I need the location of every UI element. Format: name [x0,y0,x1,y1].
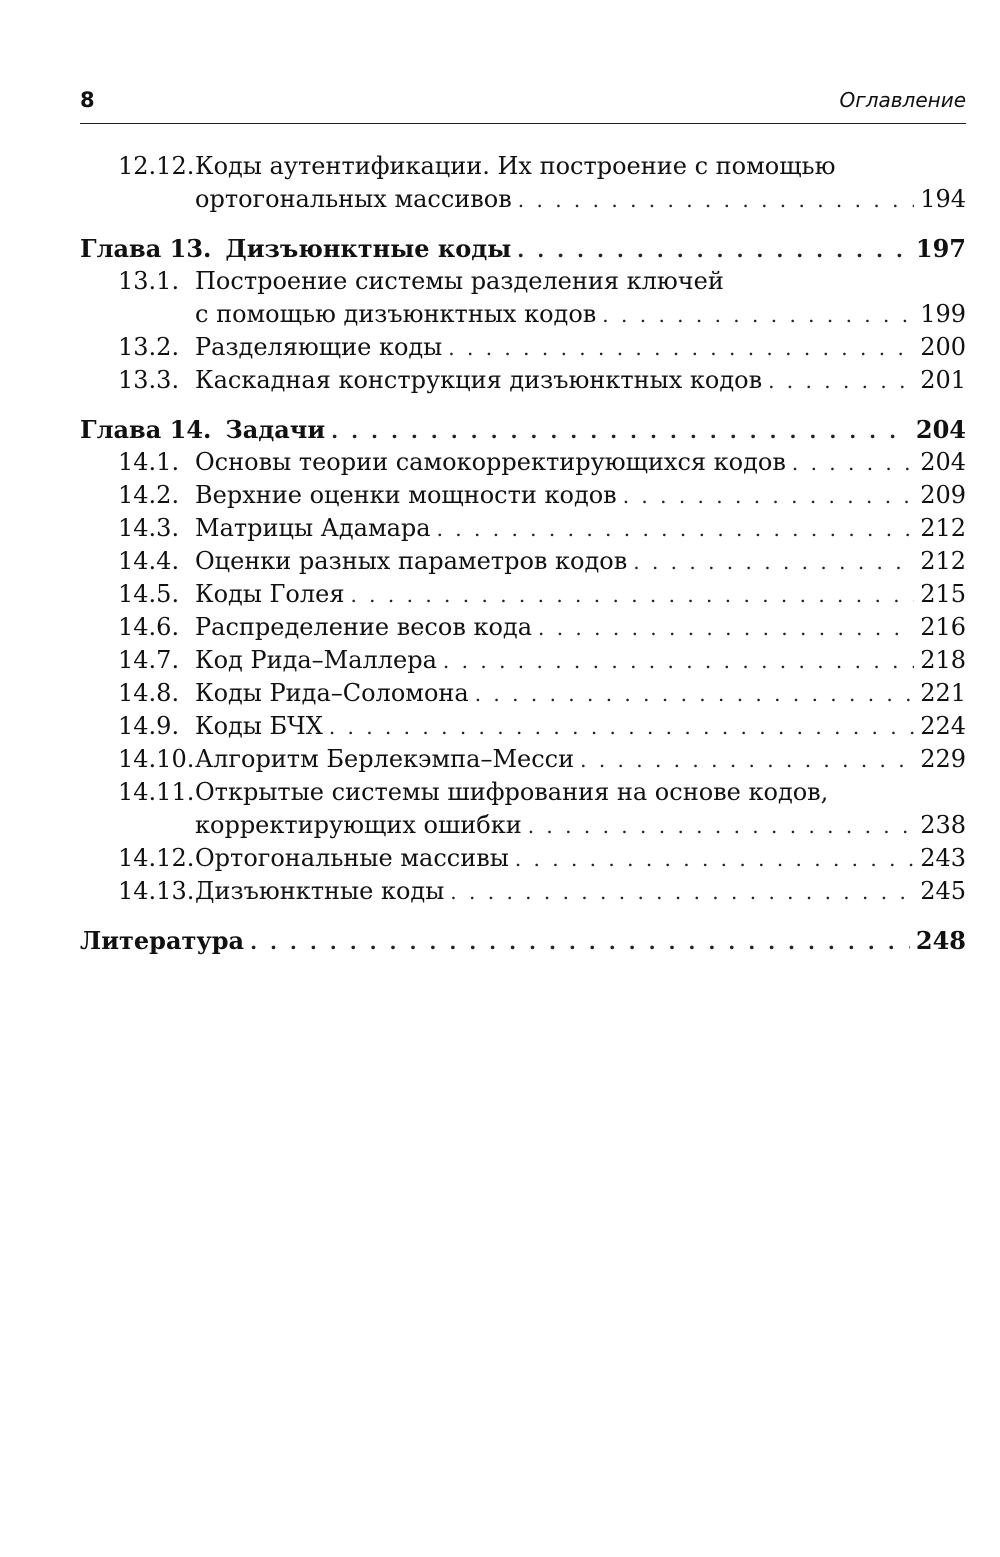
dot-leader [792,447,914,480]
dot-leader [350,579,914,612]
entry-title: Дизъюнктные коды [195,877,445,905]
chapter-number: Глава 14. [80,415,212,444]
toc-entry-14-10[interactable] [80,743,966,776]
literature-page: 248 [915,926,966,955]
dot-leader [518,184,914,217]
entry-page: 199 [920,300,966,328]
dot-leader [450,876,914,909]
chapter-title: Задачи [225,415,326,444]
toc-entry-14-8[interactable] [80,677,966,710]
header-rule [80,123,966,124]
toc-entry-14-4[interactable] [80,545,966,578]
dot-leader [331,415,910,448]
entry-page: 200 [920,333,966,361]
dot-leader [517,234,910,267]
dot-leader [437,513,915,546]
toc-entry-14-7[interactable] [80,644,966,677]
chapter-title: Дизъюнктные коды [225,234,512,263]
entry-title-cont: корректирующих ошибки [195,811,522,839]
dot-leader [602,299,914,332]
entry-title: Каскадная конструкция дизъюнктных кодов [195,366,763,394]
dot-leader [475,678,914,711]
dot-leader [580,744,914,777]
entry-title: Коды Рида–Соломона [195,679,469,707]
table-of-contents [80,150,966,957]
entry-page: 212 [920,514,966,542]
entry-number: 14.8. [118,679,180,707]
entry-number: 14.11. [118,778,195,806]
dot-leader [528,810,914,843]
entry-number: 13.2. [118,333,180,361]
entry-title: Код Рида–Маллера [195,646,437,674]
chapter-page: 197 [915,234,966,263]
toc-entry-14-12[interactable] [80,842,966,875]
toc-entry-12-12-cont[interactable] [80,183,966,216]
entry-title-cont: с помощью дизъюнктных кодов [195,300,597,328]
toc-entry-14-9[interactable] [80,710,966,743]
entry-number: 14.2. [118,481,180,509]
entry-page: 212 [920,547,966,575]
dot-leader [623,480,915,513]
toc-entry-14-6[interactable] [80,611,966,644]
entry-title: Коды Голея [195,580,345,608]
toc-chapter-14[interactable] [80,413,966,446]
entry-page: 218 [920,646,966,674]
entry-number: 14.13. [118,877,195,905]
dot-leader [443,645,914,678]
entry-title: Построение системы разделения ключей [195,267,724,295]
entry-title: Оценки разных параметров кодов [195,547,628,575]
literature-title: Литература [80,926,245,955]
toc-entry-13-1-cont[interactable] [80,298,966,331]
toc-entry-14-3[interactable] [80,512,966,545]
entry-number: 14.4. [118,547,180,575]
entry-page: 216 [920,613,966,641]
entry-page: 221 [920,679,966,707]
entry-page: 238 [920,811,966,839]
toc-chapter-13[interactable] [80,232,966,265]
dot-leader [329,711,914,744]
toc-literature[interactable] [80,924,966,957]
page-number: 8 [80,88,95,112]
chapter-number: Глава 13. [80,234,212,263]
toc-entry-14-5[interactable] [80,578,966,611]
entry-title: Открытые системы шифрования на основе кодов, [195,778,829,806]
entry-page: 229 [920,745,966,773]
entry-title: Распределение весов кода [195,613,532,641]
toc-entry-14-11[interactable] [80,776,966,809]
toc-entry-14-1[interactable] [80,446,966,479]
toc-entry-14-2[interactable] [80,479,966,512]
toc-entry-13-1[interactable] [80,265,966,298]
entry-number: 14.5. [118,580,180,608]
chapter-page: 204 [915,415,966,444]
entry-number: 14.10. [118,745,195,773]
entry-number: 14.7. [118,646,180,674]
dot-leader [538,612,914,645]
entry-title: Основы теории самокорректирующихся кодов [195,448,786,476]
entry-title: Разделяющие коды [195,333,443,361]
entry-page: 194 [920,185,966,213]
entry-number: 12.12. [118,152,195,180]
toc-entry-14-13[interactable] [80,875,966,908]
entry-number: 14.9. [118,712,180,740]
entry-page: 243 [920,844,966,872]
entry-title: Ортогональные массивы [195,844,509,872]
entry-page: 215 [920,580,966,608]
entry-number: 14.1. [118,448,180,476]
entry-title: Коды аутентификации. Их построение с помощью [195,152,836,180]
entry-page: 245 [920,877,966,905]
toc-entry-13-3[interactable] [80,364,966,397]
running-title: Оглавление [839,88,966,112]
entry-page: 209 [920,481,966,509]
entry-page: 224 [920,712,966,740]
dot-leader [768,365,914,398]
entry-number: 13.1. [118,267,180,295]
entry-title: Коды БЧХ [195,712,323,740]
entry-number: 14.6. [118,613,180,641]
entry-number: 13.3. [118,366,180,394]
toc-entry-12-12[interactable] [80,150,966,183]
entry-title: Верхние оценки мощности кодов [195,481,617,509]
entry-title: Алгоритм Берлекэмпа–Месси [195,745,575,773]
dot-leader [515,843,914,876]
dot-leader [250,926,910,959]
dot-leader [448,332,914,365]
entry-page: 201 [920,366,966,394]
entry-page: 204 [920,448,966,476]
toc-entry-14-11-cont[interactable] [80,809,966,842]
entry-title: Матрицы Адамара [195,514,431,542]
entry-number: 14.12. [118,844,195,872]
entry-title-cont: ортогональных массивов [195,185,512,213]
dot-leader [633,546,914,579]
toc-entry-13-2[interactable] [80,331,966,364]
entry-number: 14.3. [118,514,180,542]
page-header [80,88,966,118]
